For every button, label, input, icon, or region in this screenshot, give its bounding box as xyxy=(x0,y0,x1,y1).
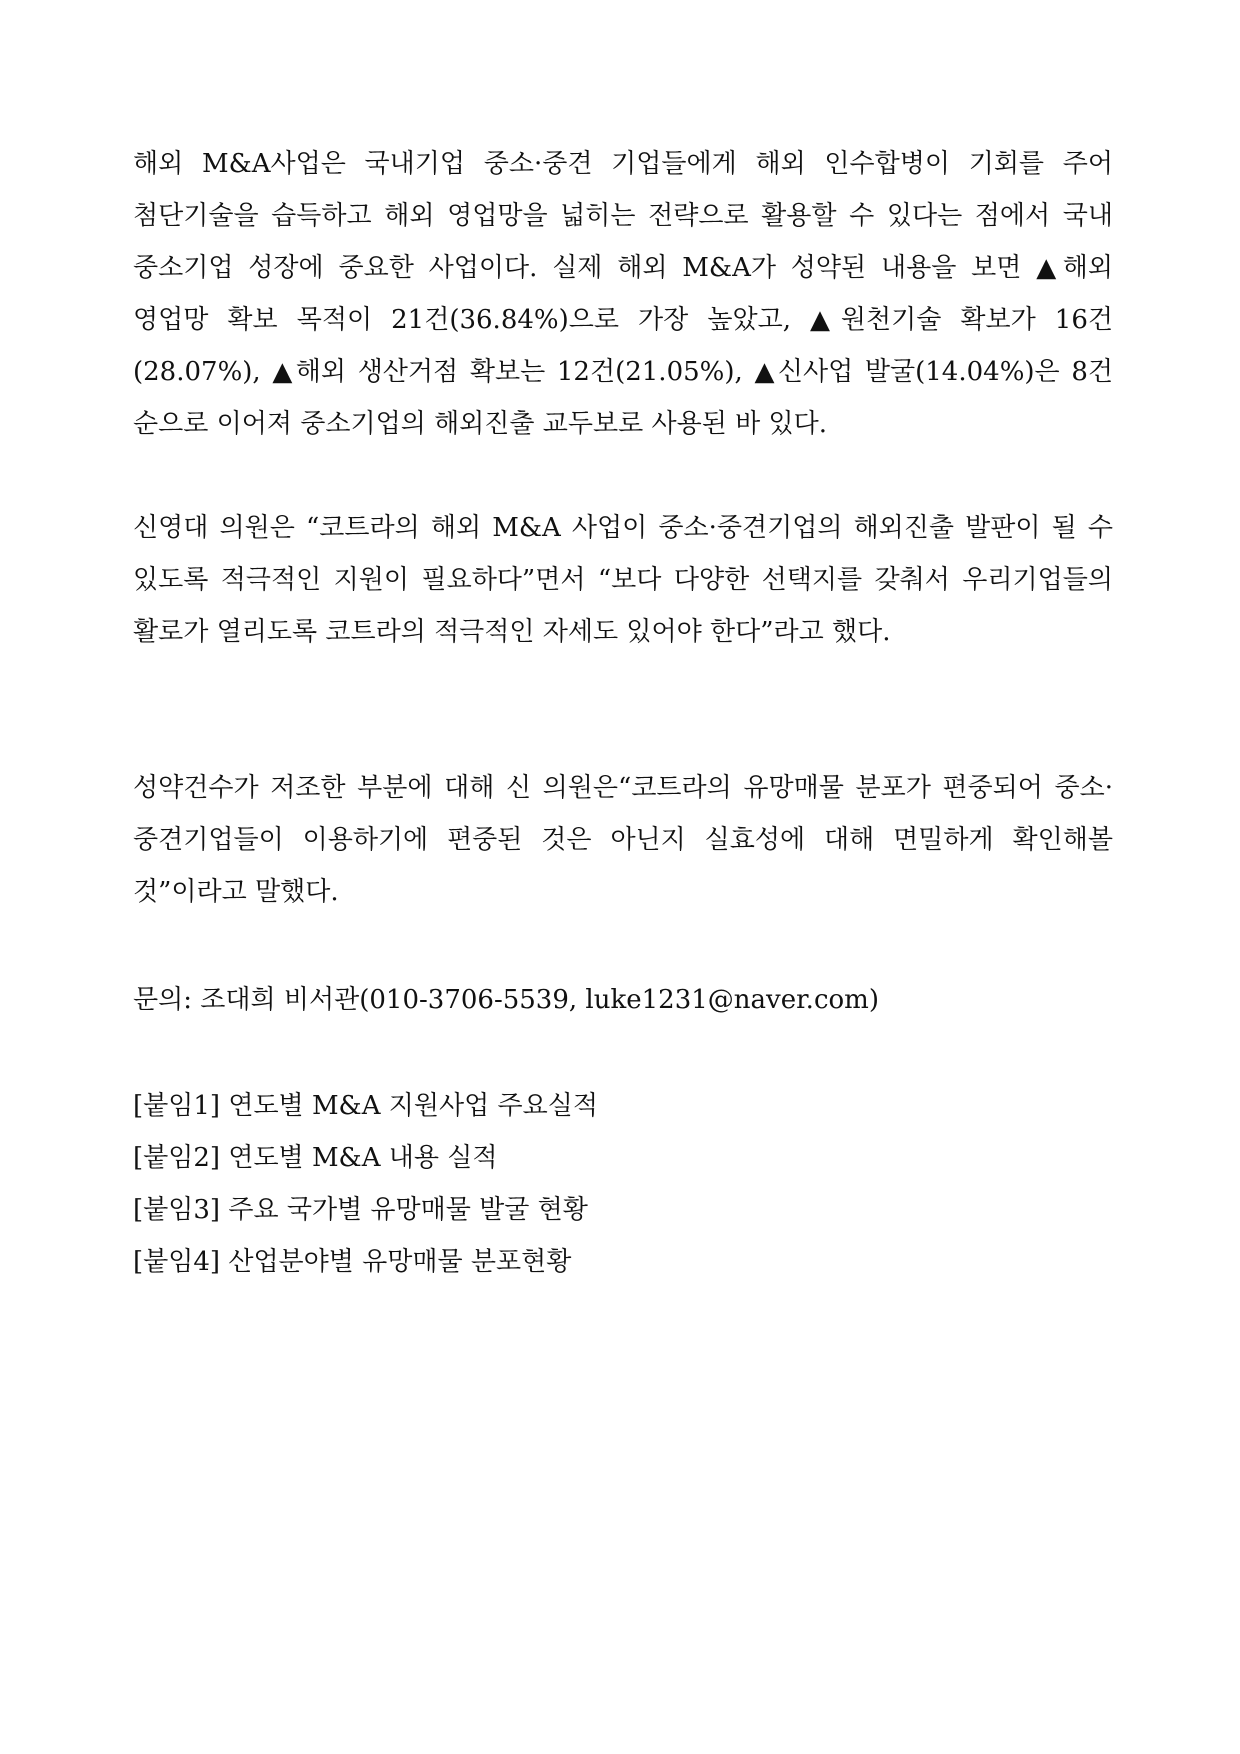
attachment-list xyxy=(133,1080,598,1288)
paragraph-effectiveness-check: 성약건수가 저조한 부분에 대해 신 의원은“코트라의 유망매물 분포가 편중되어 중소·중견기업들이 이용하기에 편중된 것은 아닌지 실효성에 대해 면밀하게 확인해볼 것”이라고 말했다. xyxy=(133,773,1113,907)
attachment-item: [붙임4] 산업분야별 유망매물 분포현황 xyxy=(133,1247,572,1277)
attachment-item: [붙임1] 연도별 M&A 지원사업 주요실적 xyxy=(133,1091,598,1121)
paragraph-ma-overview: 해외 M&A사업은 국내기업 중소·중견 기업들에게 해외 인수합병이 기회를 주어 첨단기술을 습득하고 해외 영업망을 넓히는 전략으로 활용할 수 있다는 점에서 국내 중소기업 성장에 중요한 사업이다. 실제 해외 M&A가 성약된 내용을 보면 ▲해외 영업망 확보 목적이 21건(36.84%)으로 가장 높았고, ▲원천기술 확보가 16건(28.07%), ▲해외 생산거점 확보는 12건(21.05%), ▲신사업 발굴(14.04%)은 8건 순으로 이어져 중소기업의 해외진출 교두보로 사용된 바 있다. xyxy=(133,149,1113,439)
attachment-item: [붙임2] 연도별 M&A 내용 실적 xyxy=(133,1143,498,1173)
paragraph-lawmaker-statement: 신영대 의원은 “코트라의 해외 M&A 사업이 중소·중견기업의 해외진출 발판이 될 수 있도록 적극적인 지원이 필요하다”면서 “보다 다양한 선택지를 갖춰서 우리기업들의 활로가 열리도록 코트라의 적극적인 자세도 있어야 한다”라고 했다. xyxy=(133,513,1113,647)
contact-info: 문의: 조대희 비서관(010-3706-5539, luke1231@naver.com) xyxy=(133,985,879,1015)
attachment-item: [붙임3] 주요 국가별 유망매물 발굴 현황 xyxy=(133,1195,588,1225)
